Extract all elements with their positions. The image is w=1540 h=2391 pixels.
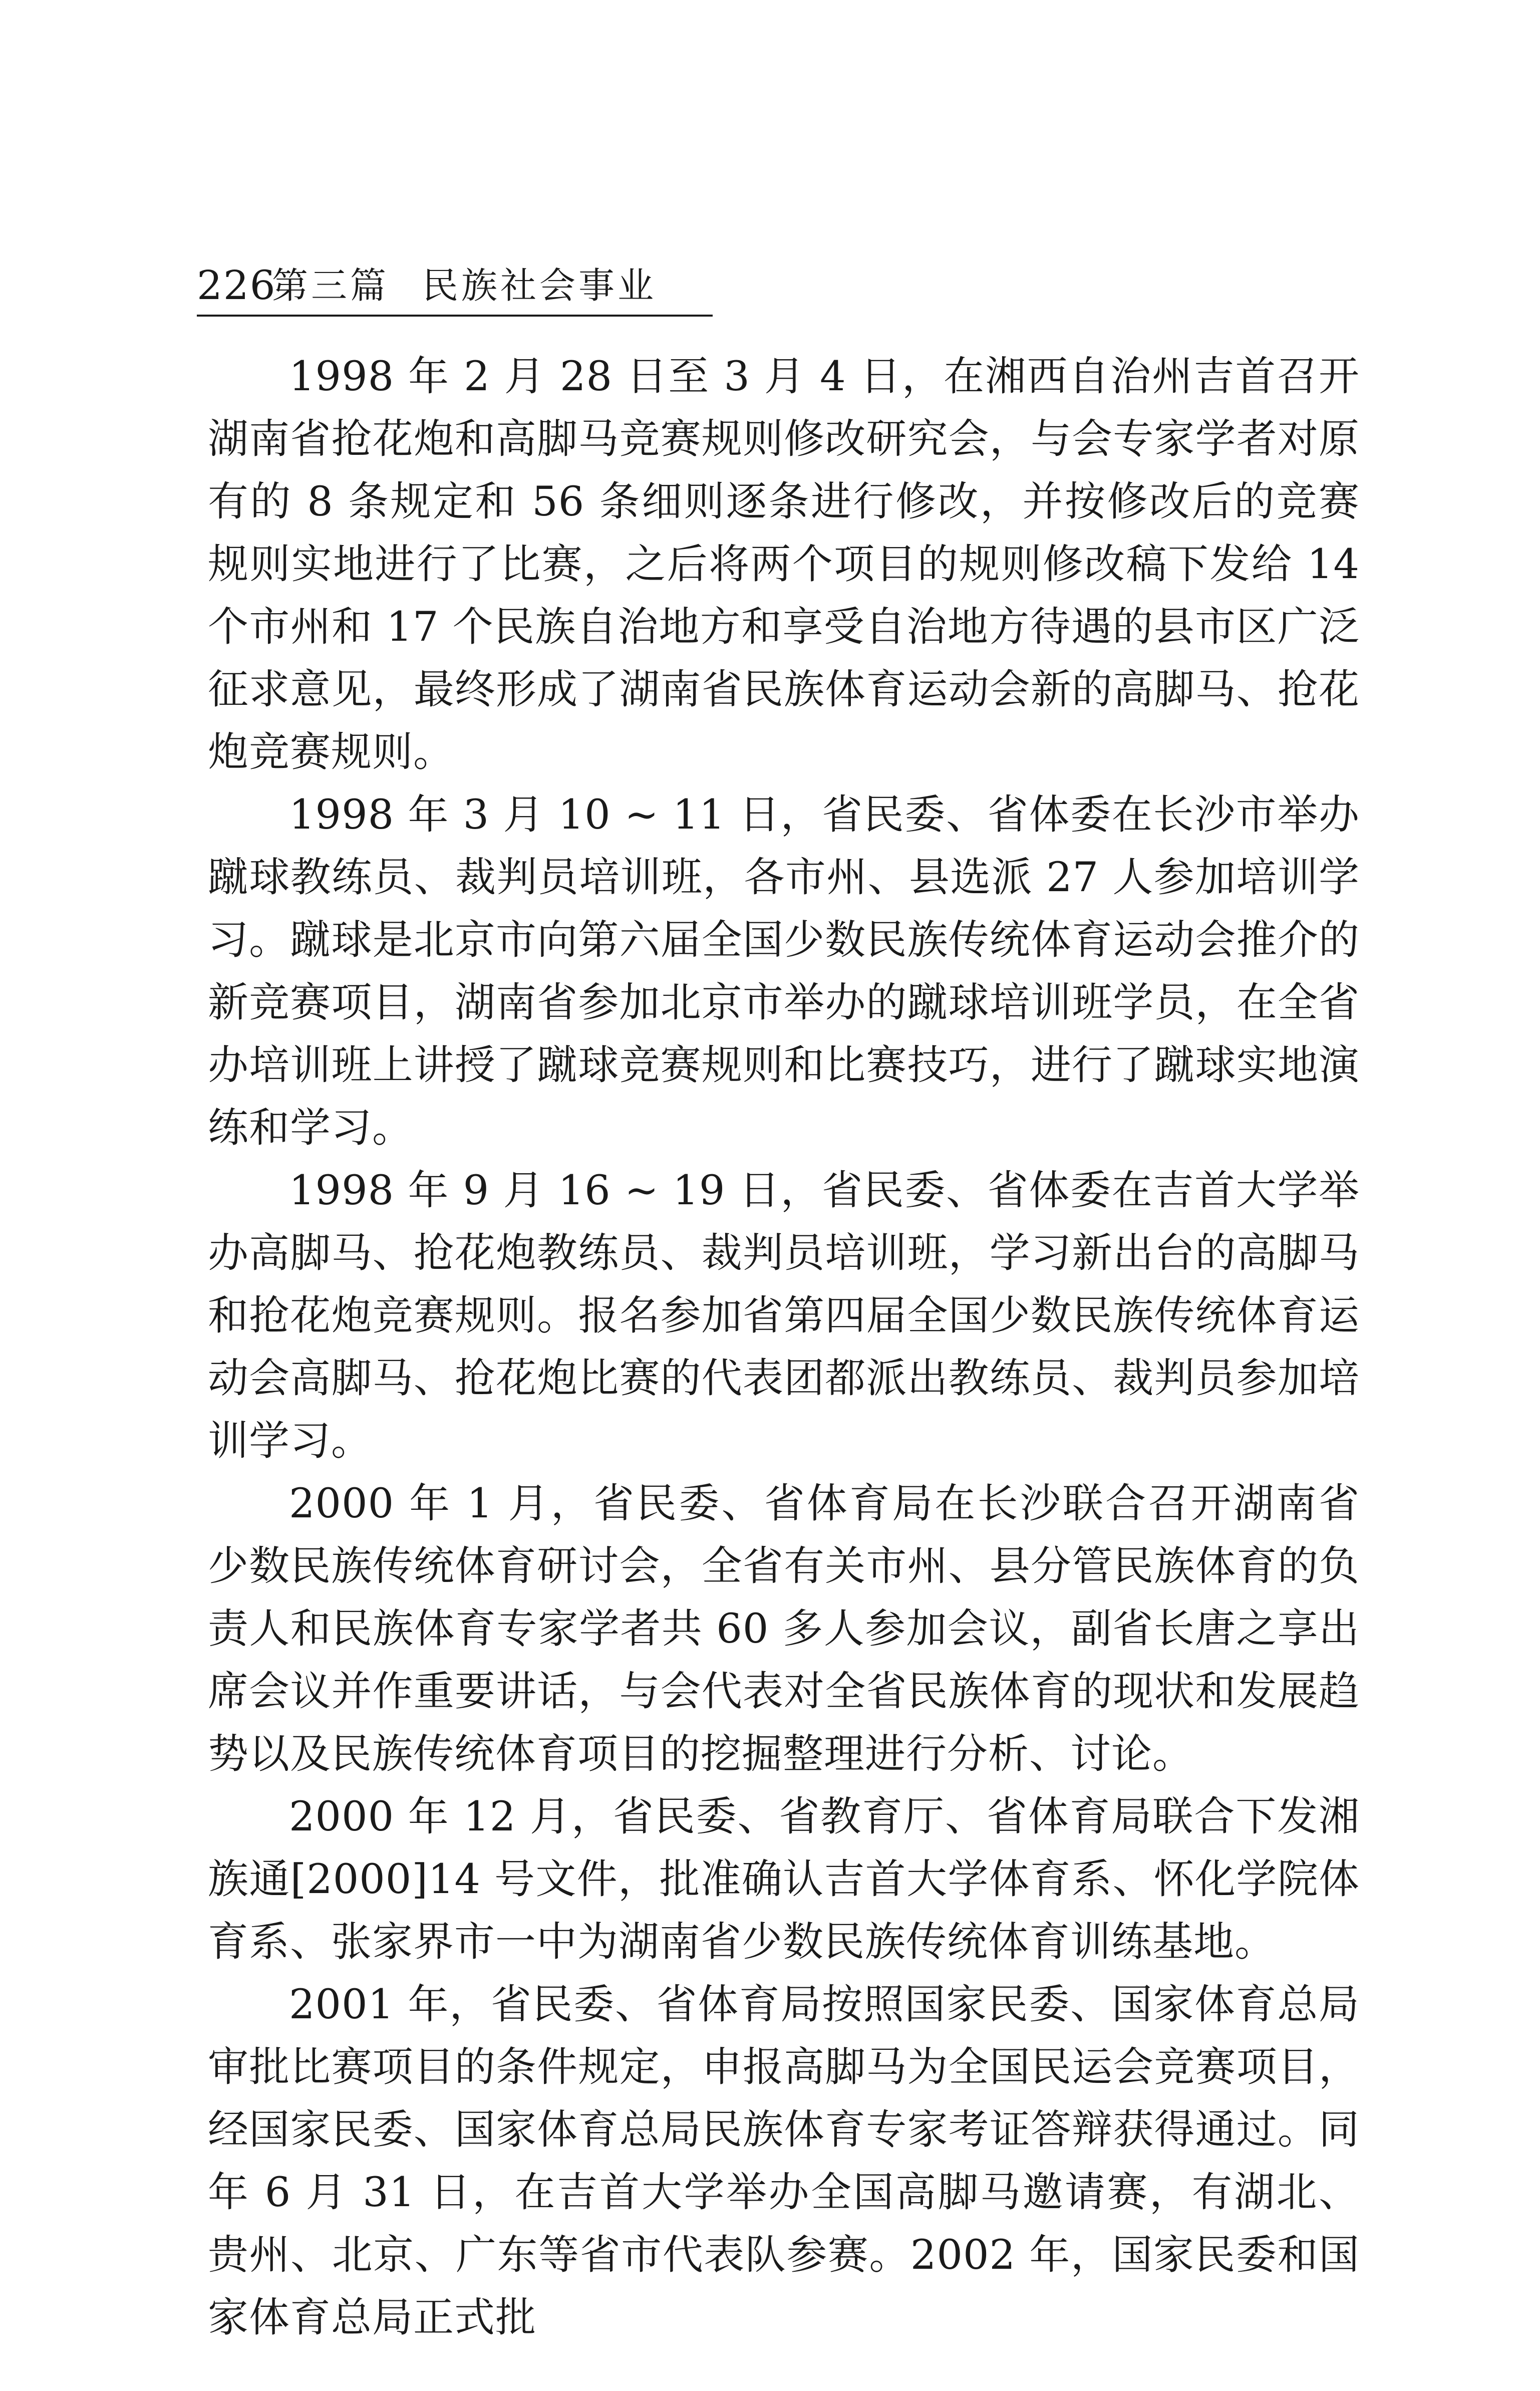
section-title: 民族社会事业 — [422, 264, 657, 307]
paragraph: 2000 年 1 月，省民委、省体育局在长沙联合召开湖南省少数民族传统体育研讨会，全省有关市州、县分管民族体育的负责人和民族体育专家学者共 60 多人参加会议，副省长唐之享出席会议并作重要讲话，与会代表对全省民族体育的现状和发展趋势以及民族传统体育项目的挖掘整理进行分析、讨论。 — [208, 1480, 1360, 1778]
paragraph: 1998 年 9 月 16 ~ 19 日，省民委、省体委在吉首大学举办高脚马、抢花炮教练员、裁判员培训班，学习新出台的高脚马和抢花炮竞赛规则。报名参加省第四届全国少数民族传统体育运动会高脚马、抢花炮比赛的代表团都派出教练员、裁判员参加培训学习。 — [208, 1167, 1360, 1465]
section-label: 第三篇 — [272, 264, 390, 307]
page-number: 226 — [197, 262, 276, 309]
paragraph: 2000 年 12 月，省民委、省教育厅、省体育局联合下发湘族通[2000]14 号文件，批准确认吉首大学体育系、怀化学院体育系、张家界市一中为湖南省少数民族传统体育训练基地。 — [208, 1793, 1360, 1966]
body-text — [208, 346, 1360, 2349]
paragraph: 1998 年 2 月 28 日至 3 月 4 日，在湘西自治州吉首召开湖南省抢花炮和高脚马竞赛规则修改研究会，与会专家学者对原有的 8 条规定和 56 条细则逐条进行修改，并按修改后的竞赛规则实地进行了比赛，之后将两个项目的规则修改稿下发给 14 个市州和 17 个民族自治地方和享受自治地方待遇的县市区广泛征求意见，最终形成了湖南省民族体育运动会新的高脚马、抢花炮竞赛规则。 — [208, 353, 1360, 776]
paragraph: 1998 年 3 月 10 ~ 11 日，省民委、省体委在长沙市举办蹴球教练员、裁判员培训班，各市州、县选派 27 人参加培训学习。蹴球是北京市向第六届全国少数民族传统体育运动会推介的新竞赛项目，湖南省参加北京市举办的蹴球培训班学员，在全省办培训班上讲授了蹴球竞赛规则和比赛技巧，进行了蹴球实地演练和学习。 — [208, 791, 1360, 1152]
running-header — [197, 255, 713, 317]
paragraph: 2001 年，省民委、省体育局按照国家民委、国家体育总局审批比赛项目的条件规定，申报高脚马为全国民运会竞赛项目，经国家民委、国家体育总局民族体育专家考证答辩获得通过。同年 6 月 31 日，在吉首大学举办全国高脚马邀请赛，有湖北、贵州、北京、广东等省市代表队参赛。2002 年，国家民委和国家体育总局正式批 — [208, 1981, 1360, 2341]
